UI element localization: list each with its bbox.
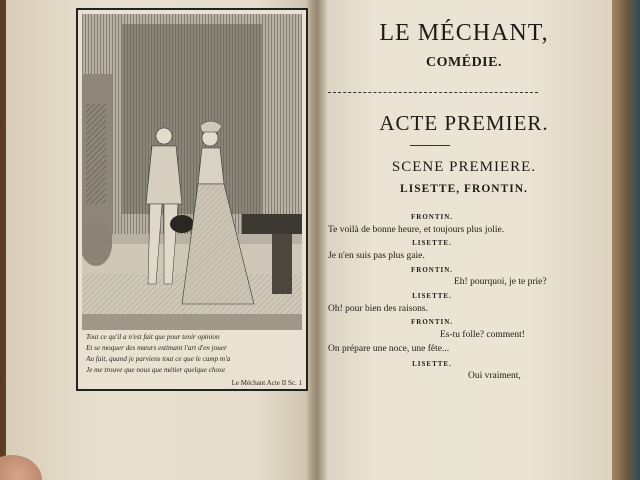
dialogue-line: Es-tu folle? comment! bbox=[440, 330, 525, 340]
speaker-label: LISETTE. bbox=[412, 239, 452, 247]
speaker-label: FRONTIN. bbox=[410, 213, 454, 221]
scene-heading: SCENE PREMIERE. bbox=[391, 159, 537, 175]
divider-rule bbox=[328, 92, 538, 93]
speaker-label: LISETTE. bbox=[412, 360, 452, 368]
engraving-plate bbox=[76, 8, 308, 391]
character-list: LISETTE, FRONTIN. bbox=[400, 183, 528, 195]
book-gutter bbox=[306, 0, 328, 480]
dialogue-line: Eh! pourquoi, je te prie? bbox=[454, 277, 547, 287]
dialogue-line: Je n'en suis pas plus gaie. bbox=[328, 251, 425, 261]
speaker-label: FRONTIN. bbox=[410, 318, 454, 326]
speaker-label: FRONTIN. bbox=[410, 266, 454, 274]
dialogue-line: Oh! pour bien des raisons. bbox=[328, 304, 428, 314]
engraving-illustration bbox=[82, 14, 302, 330]
speaker-label: LISETTE. bbox=[412, 292, 452, 300]
dialogue-line: On prépare une noce, une fête... bbox=[328, 344, 450, 354]
act-heading: ACTE PREMIER. bbox=[379, 111, 549, 135]
caption-line: Et se moquer des mœurs estimant l'art d'en jouer bbox=[86, 344, 227, 352]
plate-reference: Le Méchant Acte II Sc. 1 bbox=[231, 379, 302, 387]
short-rule bbox=[410, 145, 450, 146]
dialogue-line: Oui vraiment, bbox=[468, 371, 521, 381]
plate-caption bbox=[86, 332, 302, 389]
play-title: LE MÉCHANT, bbox=[379, 20, 549, 46]
dialogue-line: Te voilà de bonne heure, et toujours plus jolie. bbox=[328, 225, 505, 235]
caption-line: Au fait, quand je parviens tout ce que le camp m'a bbox=[86, 355, 231, 363]
caption-line: Tout ce qu'il a n'est fait que pour tenir opinion bbox=[86, 333, 220, 341]
caption-line: Je me trouve que nous que métier quelque chose bbox=[86, 366, 226, 374]
play-subtitle: COMÉDIE. bbox=[426, 55, 502, 70]
